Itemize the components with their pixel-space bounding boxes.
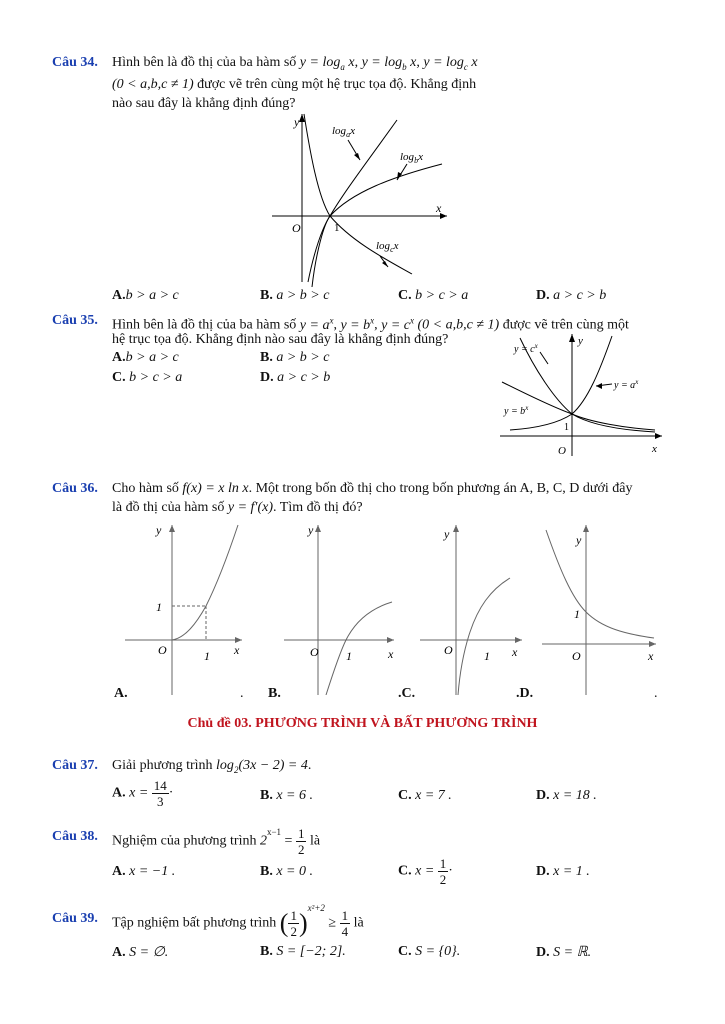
label-d: .D. xyxy=(516,686,534,701)
svg-text:y: y xyxy=(576,533,582,547)
svg-text:O: O xyxy=(572,649,581,663)
log-b-label: $\log_bx$ xyxy=(400,151,423,165)
svg-text:x: x xyxy=(234,643,240,657)
svg-text:y: y xyxy=(156,523,162,537)
svg-text:y = cx: $y = c^x$ xyxy=(514,342,538,355)
svg-text:y: y xyxy=(578,335,583,347)
question-number: Câu 36. xyxy=(52,481,98,496)
topic-heading: Chủ đề 03. PHƯƠNG TRÌNH VÀ BẤT PHƯƠNG TRÌNH xyxy=(187,716,538,731)
svg-text:O: O xyxy=(310,645,319,659)
svg-text:x: x xyxy=(652,443,657,455)
graph-option-b[interactable] xyxy=(282,520,402,695)
question-number: Câu 37. xyxy=(52,758,98,773)
graph-option-c[interactable] xyxy=(418,520,528,695)
question-number: Câu 34. xyxy=(52,55,98,70)
x-axis-label: x xyxy=(436,201,442,215)
question-number: Câu 39. xyxy=(52,911,98,926)
label-c: .C. xyxy=(398,686,416,701)
log-graph-figure xyxy=(272,112,452,287)
svg-text:y = bx: $y = b^x$ xyxy=(504,404,529,417)
option-a[interactable]: A. x = $\frac{14}{3}$ · xyxy=(112,778,174,809)
svg-text:y: y xyxy=(444,527,450,541)
question-text: Cho hàm số f(x) = x ln x. Một trong bốn đồ thị cho trong bốn phương án A, B, C, D dưới đây xyxy=(112,481,633,496)
option-a[interactable]: A. x = −1 . xyxy=(112,864,176,879)
option-b[interactable]: B. a > b > c xyxy=(260,288,330,303)
exp-graph-figure xyxy=(500,330,670,458)
svg-text:O: O xyxy=(558,445,566,457)
option-d[interactable]: D. a > c > b xyxy=(536,288,607,303)
option-c[interactable]: C. b > c > a xyxy=(398,288,469,303)
question-text: Hình bên là đồ thị của ba hàm số $y = \log_a x$, $y = \log_b x$, $y = \log_c x$ xyxy=(112,55,478,72)
option-b[interactable]: B. a > b > c xyxy=(260,350,330,365)
option-a[interactable]: A.b > a > c xyxy=(112,288,179,303)
option-d[interactable]: D. S = ℝ. xyxy=(536,945,592,960)
option-c[interactable]: C. S = {0}. xyxy=(398,944,461,959)
svg-text:O: O xyxy=(158,643,167,657)
svg-text:x: x xyxy=(388,647,394,661)
option-a[interactable]: A. S = ∅. xyxy=(112,945,169,960)
svg-text:x: x xyxy=(648,649,654,663)
option-c[interactable]: C. x = $\frac{1}{2}$ · xyxy=(398,856,453,887)
svg-text:x: x xyxy=(512,645,518,659)
svg-text:1: 1 xyxy=(574,607,580,621)
svg-text:1: 1 xyxy=(346,649,352,663)
option-c[interactable]: C. x = 7 . xyxy=(398,788,452,803)
svg-text:y: y xyxy=(308,523,314,537)
question-text: Hình bên là đồ thị của ba hàm số $y = a^x$, $y = b^x$, $y = c^x$ (0 < a,b,c ≠ 1) được vẽ trên cùng một xyxy=(112,315,629,333)
y-axis-label: y xyxy=(294,115,300,129)
svg-text:1: 1 xyxy=(484,649,490,663)
option-b[interactable]: B. x = 6 . xyxy=(260,788,314,803)
graph-option-d[interactable] xyxy=(540,520,660,695)
question-number: Câu 38. xyxy=(52,829,98,844)
option-a[interactable]: A.b > a > c xyxy=(112,350,179,365)
option-b[interactable]: B. x = 0 . xyxy=(260,864,314,879)
origin-label: O xyxy=(292,221,301,235)
svg-text:O: O xyxy=(444,643,453,657)
svg-text:1: 1 xyxy=(564,422,569,433)
log-c-label: $\log_cx$ xyxy=(376,240,399,254)
option-d[interactable]: D. a > c > b xyxy=(260,370,331,385)
log-a-label: $\log_ax$ xyxy=(332,125,355,139)
one-label: 1 xyxy=(334,222,340,234)
option-c[interactable]: C. b > c > a xyxy=(112,370,183,385)
option-d[interactable]: D. x = 18 . xyxy=(536,788,597,803)
label-a: A. xyxy=(114,686,128,701)
graph-option-a[interactable] xyxy=(120,520,250,695)
svg-text:1: 1 xyxy=(156,600,162,614)
option-b[interactable]: B. S = [−2; 2]. xyxy=(260,944,346,959)
svg-text:1: 1 xyxy=(204,649,210,663)
label-b: B. xyxy=(268,686,281,701)
question-number: Câu 35. xyxy=(52,313,98,328)
svg-text:y = ax: $y = a^x$ xyxy=(614,378,639,391)
option-d[interactable]: D. x = 1 . xyxy=(536,864,590,879)
